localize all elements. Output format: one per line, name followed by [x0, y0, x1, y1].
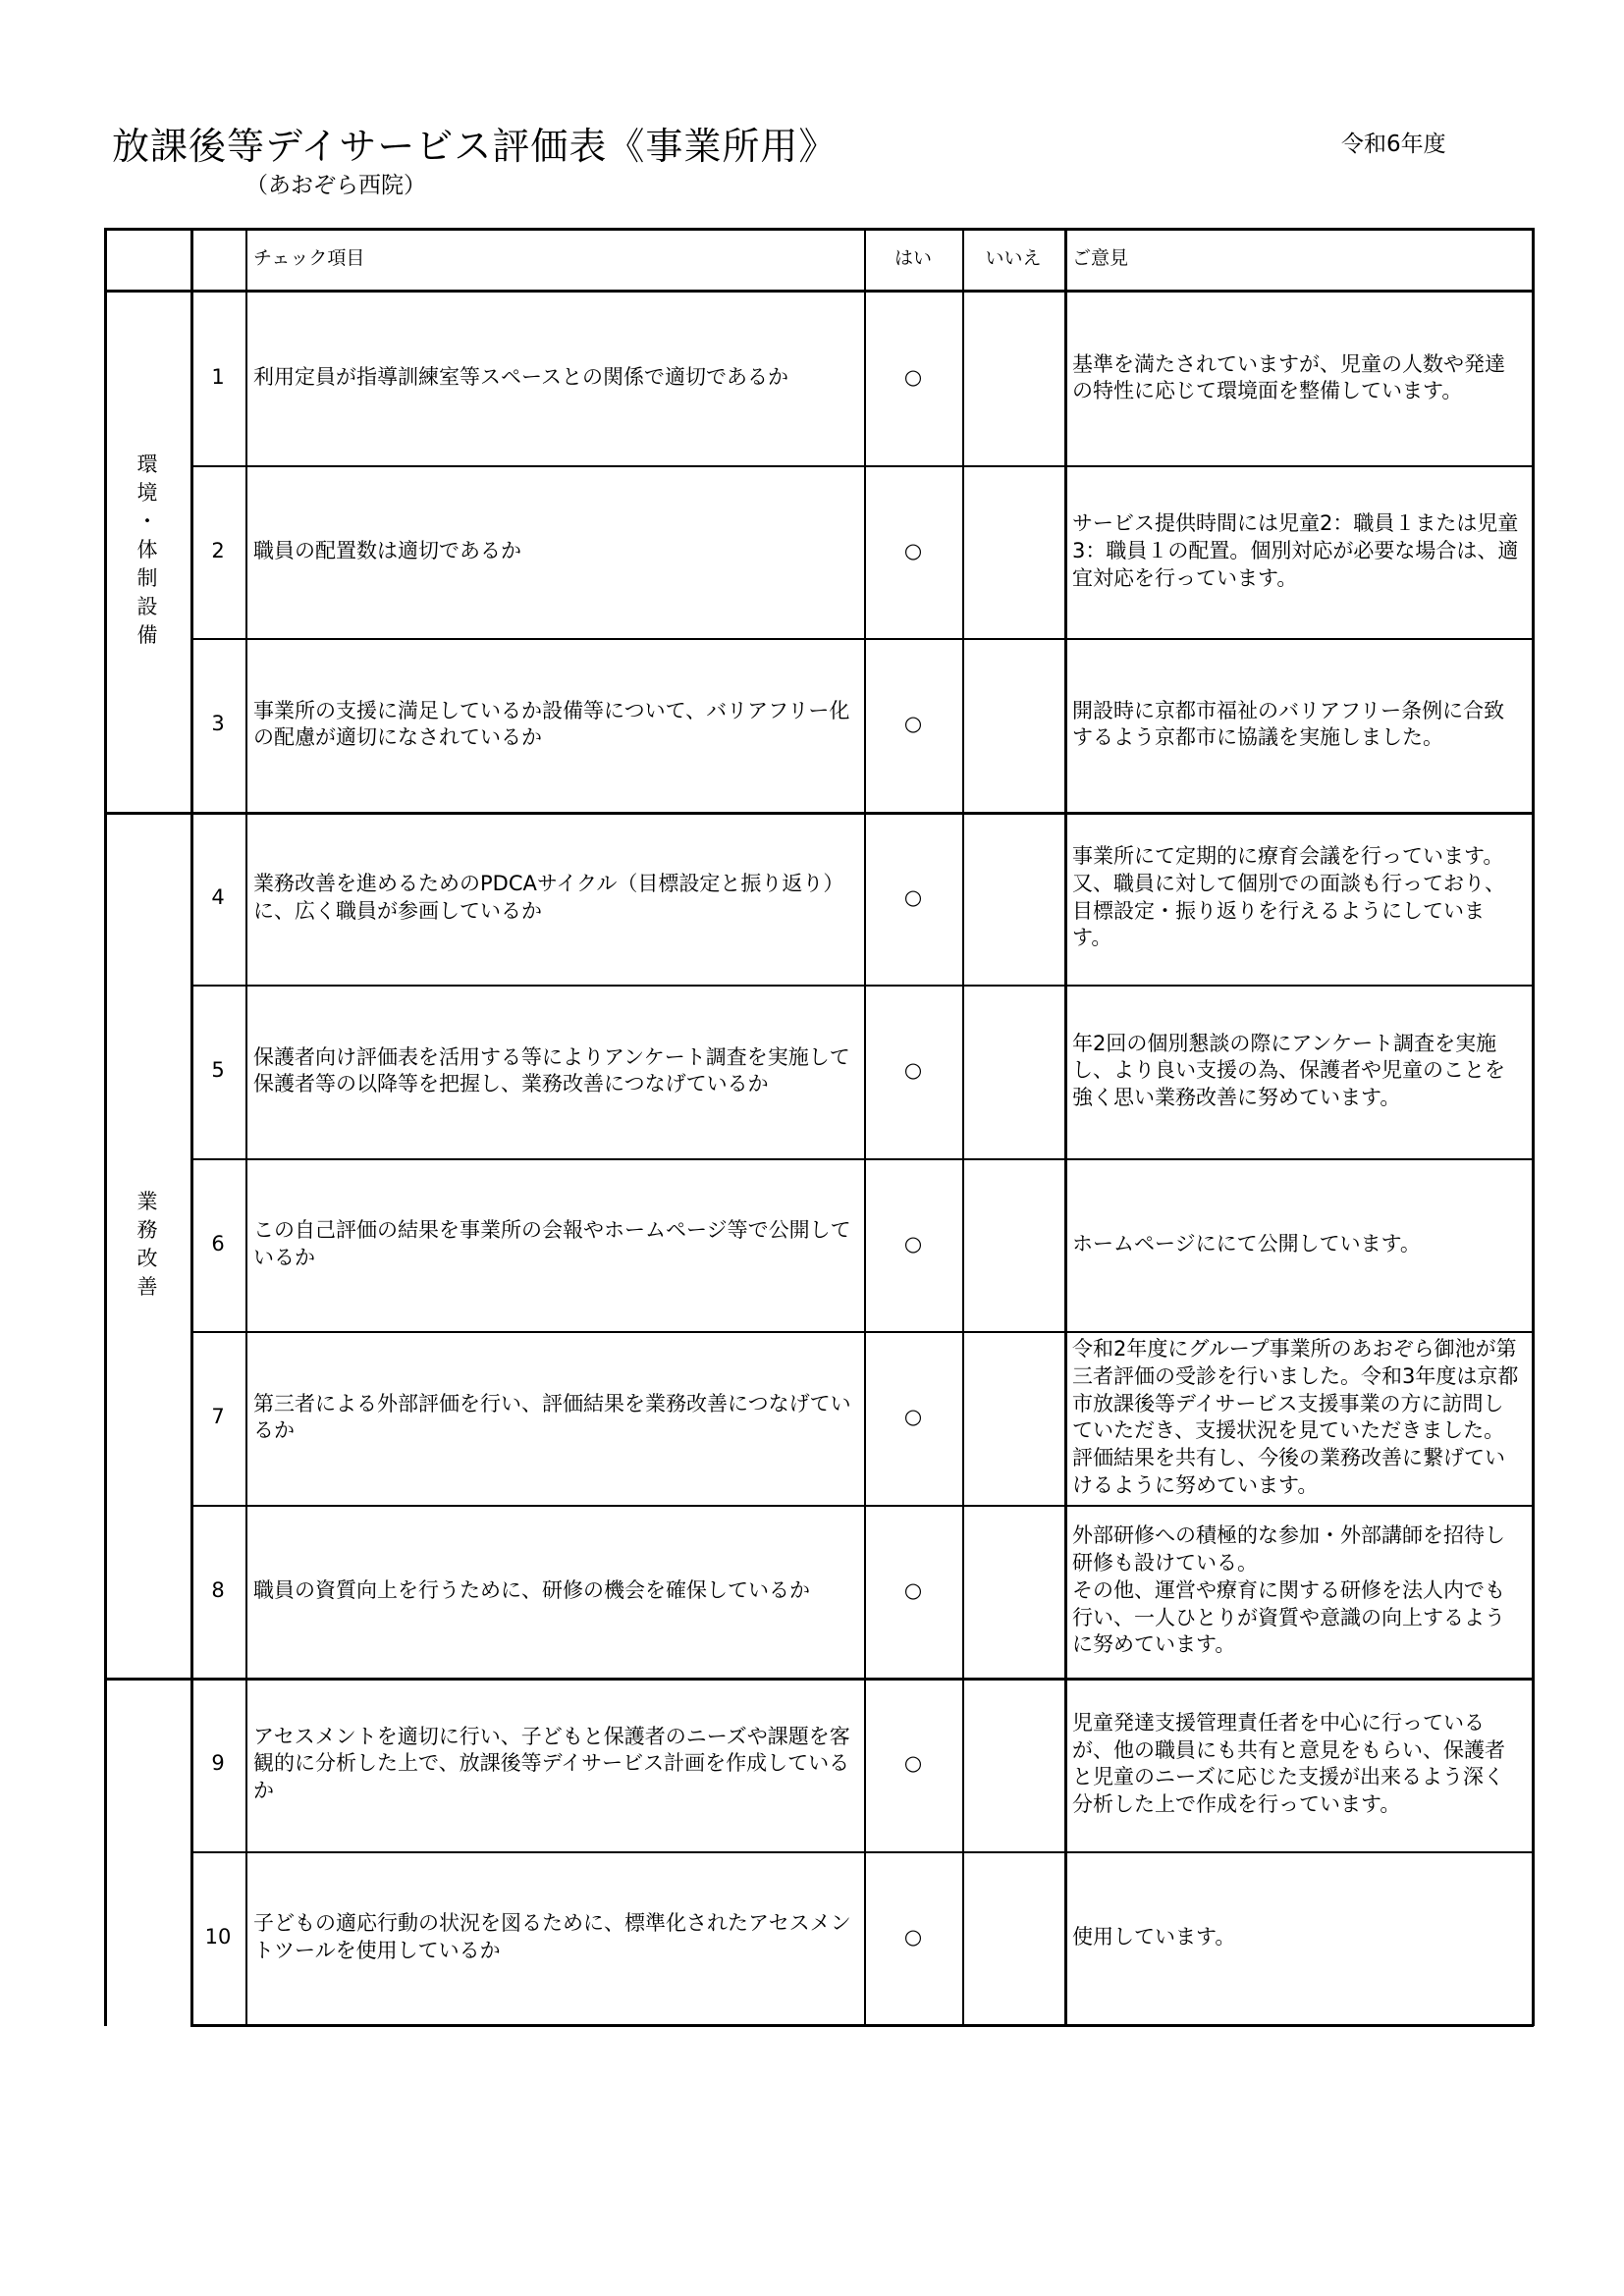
grid-line	[1532, 228, 1535, 2026]
category-label	[104, 290, 190, 812]
grid-line	[190, 1851, 1534, 1853]
grid-line	[190, 465, 1534, 467]
category-char: 務	[136, 1217, 158, 1242]
category-label	[104, 812, 190, 1679]
row-number: 3	[211, 712, 225, 736]
grid-line	[104, 228, 107, 2026]
no-mark	[962, 812, 1064, 986]
header-check-item: チェック項目	[253, 246, 365, 269]
facility-name: （あおぞら西院）	[245, 173, 426, 198]
grid-line	[962, 228, 964, 2026]
row-number: 6	[211, 1231, 225, 1255]
fiscal-year: 令和6年度	[1341, 132, 1446, 157]
check-item-text: アセスメントを適切に行い、子どもと保護者のニーズや課題を客観的に分析した上で、放課後等デイサービス計画を作成しているか	[253, 1724, 850, 1803]
row-number: 10	[204, 1924, 232, 1949]
opinion-text: ホームページににて公開しています。	[1072, 1231, 1421, 1255]
category-char: ・	[136, 509, 158, 534]
row-number: 5	[211, 1058, 225, 1083]
grid-line	[104, 228, 1534, 231]
category-char: 改	[136, 1246, 158, 1270]
check-item-text: この自己評価の結果を事業所の会報やホームページ等で公開しているか	[253, 1218, 851, 1269]
grid-line	[864, 228, 866, 2026]
check-item-text: 業務改善を進めるためのPDCAサイクル（目標設定と振り返り）に、広く職員が参画しているか	[253, 872, 844, 923]
grid-line	[104, 1678, 1534, 1681]
row-number: 9	[211, 1751, 225, 1776]
no-mark	[962, 1678, 1064, 1851]
yes-mark: ○	[903, 712, 923, 736]
opinion-text: 児童発達支援管理責任者を中心に行っているが、他の職員にも共有と意見をもらい、保護者と児童のニーズに応じた支援が出来るよう深く分析した上で作成を行っています。	[1072, 1710, 1505, 1816]
check-item-text: 利用定員が指導訓練室等スペースとの関係で適切であるか	[253, 365, 788, 390]
document-title: 放課後等デイサービス評価表《事業所用》	[112, 125, 838, 168]
grid-line	[190, 1331, 1534, 1333]
yes-mark: ○	[903, 365, 923, 390]
category-char: 体	[136, 538, 158, 562]
category-char: 制	[136, 566, 158, 591]
opinion-text: サービス提供時間には児童2：職員１または児童3：職員１の配置。個別対応が必要な場合は、適宜対応を行っています。	[1072, 511, 1519, 590]
check-item-text: 子どもの適応行動の状況を図るために、標準化されたアセスメントツールを使用しているか	[253, 1911, 851, 1962]
no-mark	[962, 1851, 1064, 2025]
no-mark	[962, 465, 1064, 639]
category-char: 善	[136, 1274, 158, 1299]
header-yes: はい	[893, 246, 932, 269]
grid-line	[190, 1505, 1534, 1507]
grid-line	[245, 228, 247, 2026]
yes-mark: ○	[903, 1231, 923, 1255]
category-char: 境	[136, 481, 158, 506]
grid-line	[190, 985, 1534, 987]
check-item-text: 第三者による外部評価を行い、評価結果を業務改善につなげているか	[253, 1391, 851, 1443]
check-item-text: 保護者向け評価表を活用する等によりアンケート調査を実施して保護者等の以降等を把握し、業務改善につなげているか	[253, 1044, 850, 1096]
no-mark	[962, 292, 1064, 465]
check-item-text: 職員の配置数は適切であるか	[253, 538, 521, 562]
category-char: 備	[136, 623, 158, 648]
check-item-text: 事業所の支援に満足しているか設備等について、バリアフリー化の配慮が適切になされているか	[253, 698, 850, 750]
grid-line	[104, 290, 1534, 293]
opinion-text: 年2回の個別懇談の際にアンケート調査を実施し、より良い支援の為、保護者や児童のことを強く思い業務改善に努めています。	[1072, 1031, 1505, 1110]
opinion-text: 令和2年度にグループ事業所のあおぞら御池が第三者評価の受診を行いました。令和3年度は京都市放課後等デイサービス支援事業の方に訪問していただき、支援状況を見ていただきました。評価結果を共有し、今後の業務改善に繋げていけるように努めています。	[1072, 1337, 1519, 1497]
opinion-text: 外部研修への積極的な参加・外部講師を招待し研修も設けている。 その他、運営や療育に関する研修を法人内でも行い、一人ひとりが資質や意識の向上するように努めています。	[1072, 1523, 1505, 1657]
row-number: 2	[211, 538, 225, 562]
category-char: 設	[136, 595, 158, 619]
yes-mark: ○	[903, 1058, 923, 1083]
no-mark	[962, 1158, 1064, 1332]
yes-mark: ○	[903, 884, 923, 909]
yes-mark: ○	[903, 538, 923, 562]
grid-line	[190, 638, 1534, 640]
category-char: 業	[136, 1189, 158, 1213]
yes-mark: ○	[903, 1577, 923, 1602]
yes-mark: ○	[903, 1405, 923, 1429]
yes-mark: ○	[903, 1751, 923, 1776]
no-mark	[962, 985, 1064, 1158]
opinion-text: 開設時に京都市福祉のバリアフリー条例に合致するよう京都市に協議を実施しました。	[1072, 698, 1505, 750]
no-mark	[962, 1505, 1064, 1679]
yes-mark: ○	[903, 1924, 923, 1949]
grid-line	[190, 2024, 1534, 2027]
grid-line	[190, 228, 193, 2026]
no-mark	[962, 638, 1064, 812]
opinion-text: 事業所にて定期的に療育会議を行っています。又、職員に対して個別での面談も行っており、目標設定・振り返りを行えるようにしています。	[1072, 844, 1505, 950]
grid-line	[1064, 228, 1067, 2026]
no-mark	[962, 1331, 1064, 1505]
row-number: 4	[211, 884, 225, 909]
row-number: 7	[211, 1405, 225, 1429]
opinion-text: 基準を満たされていますが、児童の人数や発達の特性に応じて環境面を整備しています。	[1072, 351, 1505, 403]
row-number: 1	[211, 365, 225, 390]
category-char: 環	[136, 453, 158, 477]
opinion-text: 使用しています。	[1072, 1924, 1236, 1949]
check-item-text: 職員の資質向上を行うために、研修の機会を確保しているか	[253, 1577, 810, 1602]
header-no: いいえ	[985, 246, 1042, 269]
grid-line	[190, 1158, 1534, 1160]
grid-line	[104, 812, 1534, 815]
row-number: 8	[211, 1577, 225, 1602]
header-opinion: ご意見	[1072, 246, 1129, 269]
